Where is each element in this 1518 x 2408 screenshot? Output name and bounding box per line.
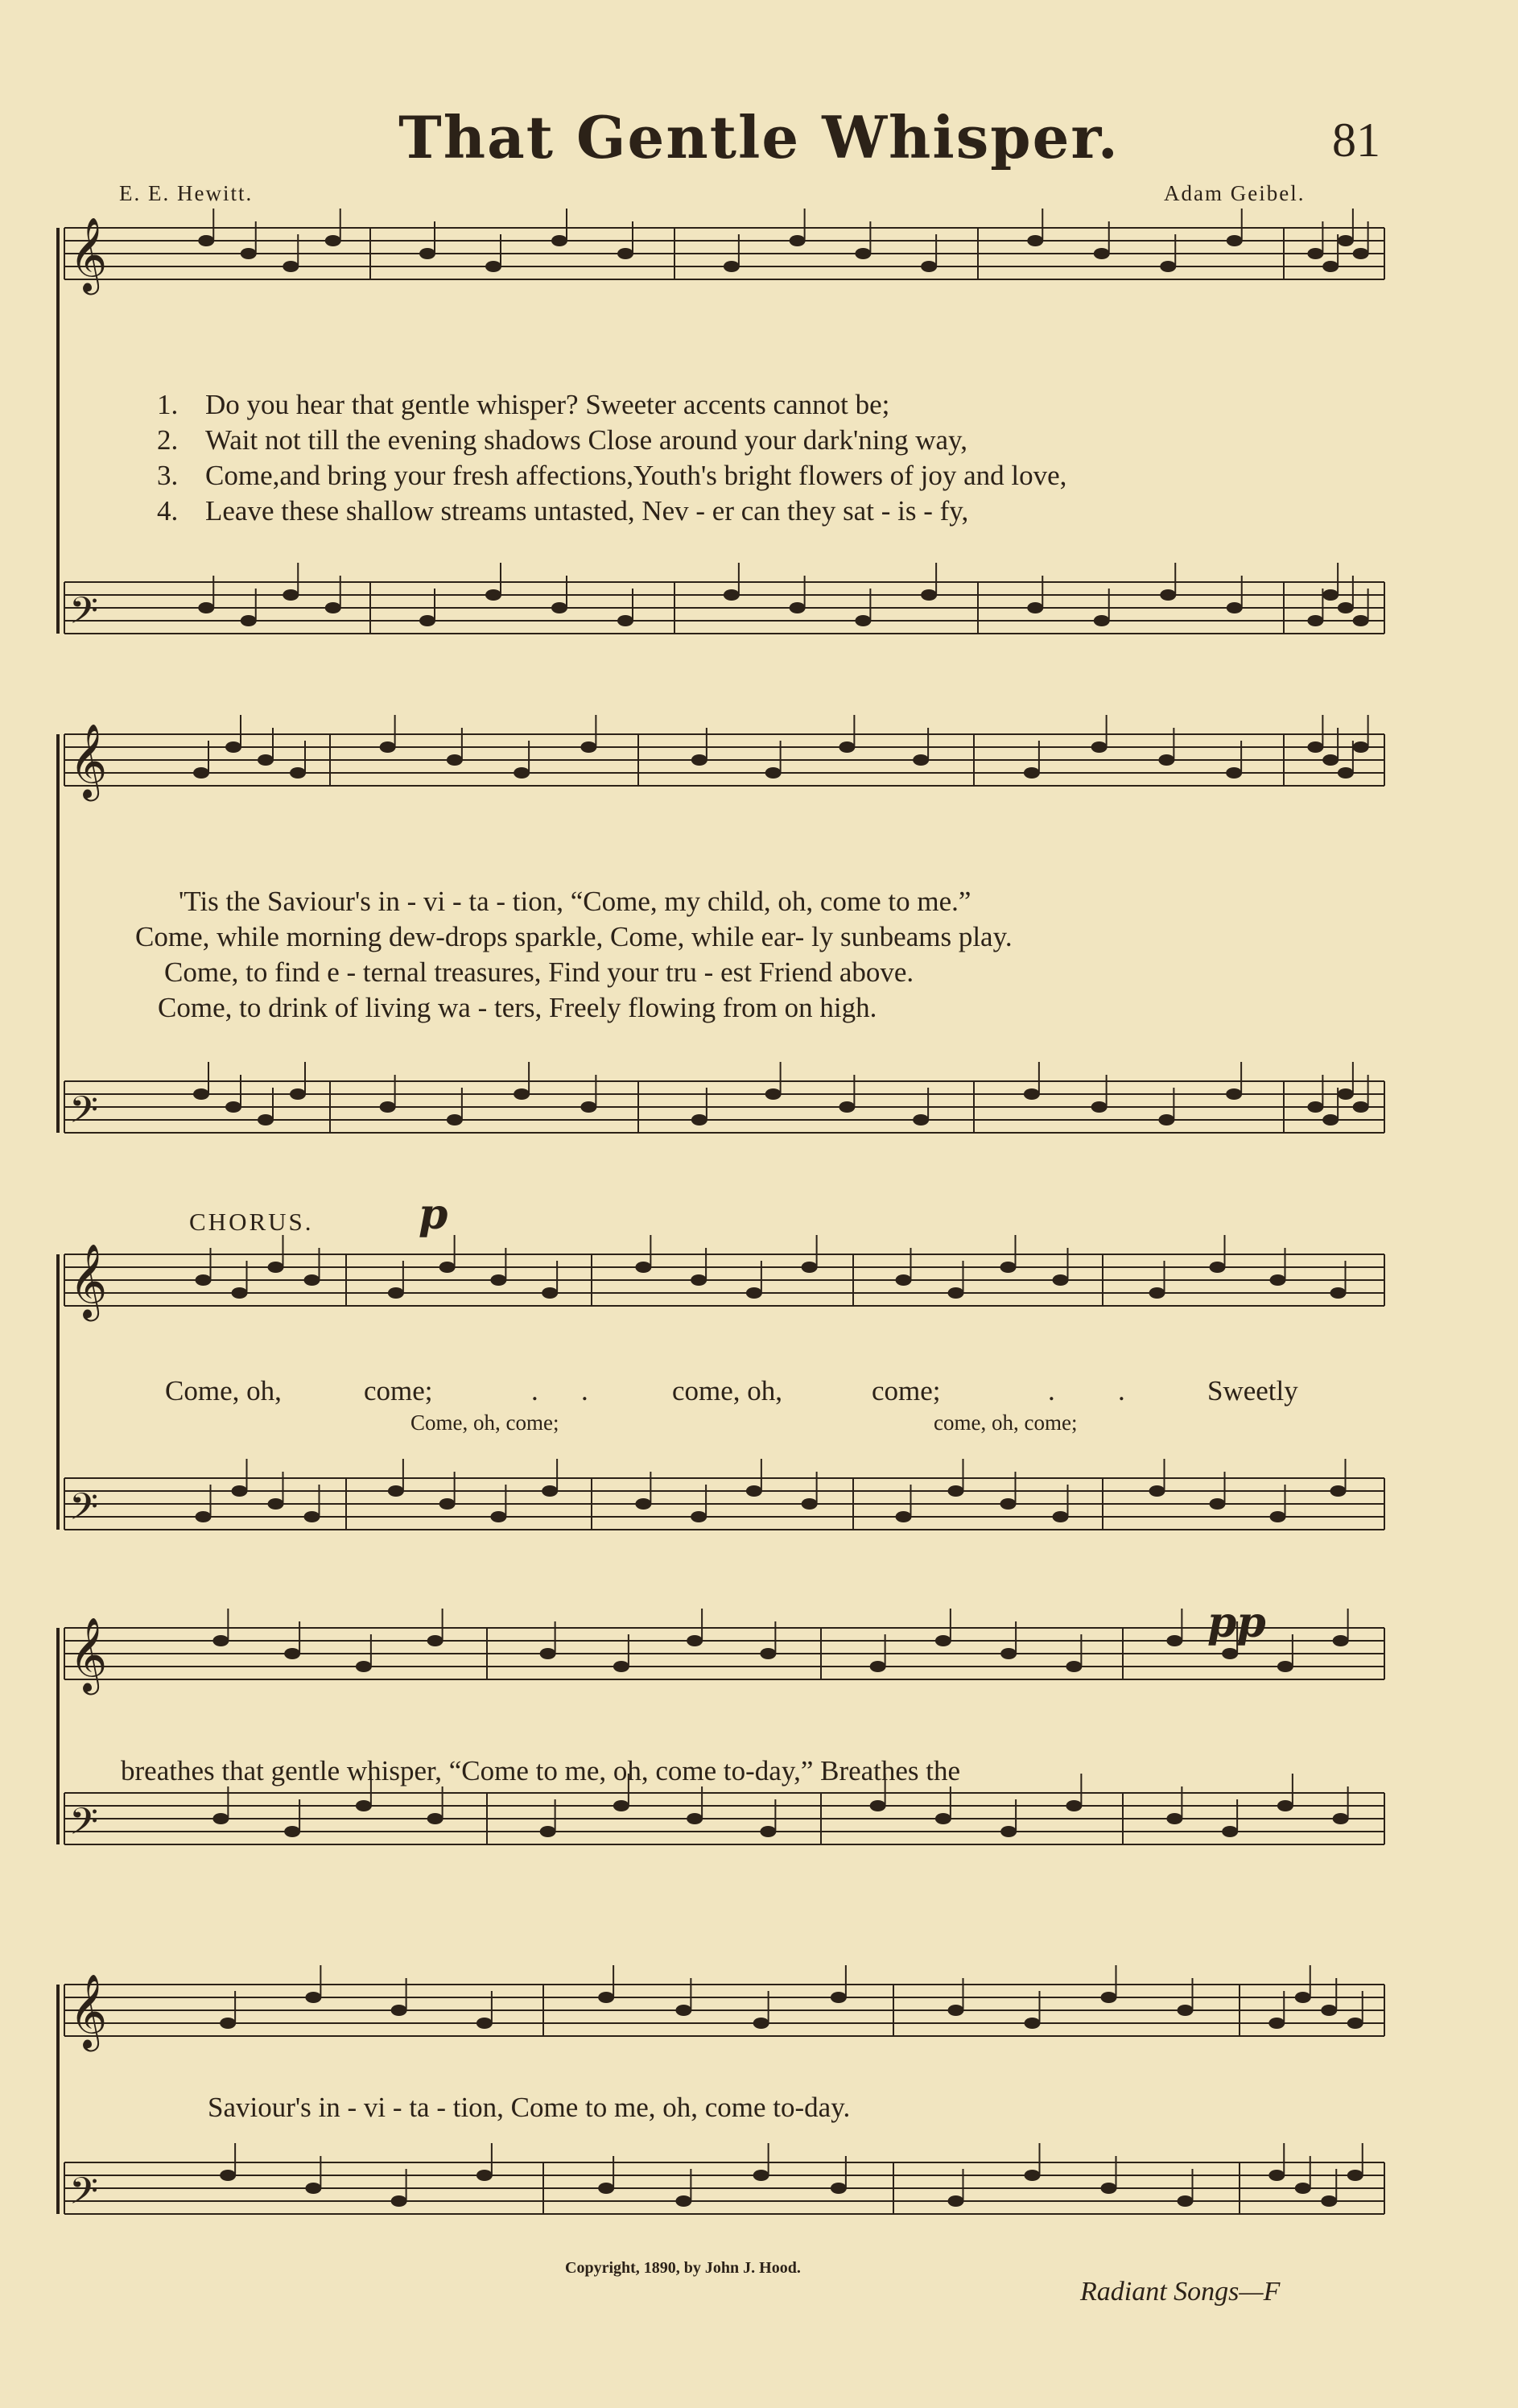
note-head xyxy=(419,615,435,626)
note-head xyxy=(691,1274,707,1286)
note-head xyxy=(268,1498,284,1510)
bass-clef-icon: 𝄢 xyxy=(69,1800,99,1852)
note-head xyxy=(1226,767,1242,779)
note-head xyxy=(855,248,871,259)
note-head xyxy=(540,1826,556,1837)
note-head xyxy=(1322,754,1339,766)
note-head xyxy=(225,1101,241,1113)
note-head xyxy=(765,1088,782,1100)
note-head xyxy=(765,767,782,779)
note-head xyxy=(439,1498,456,1510)
note-head xyxy=(380,741,396,753)
dynamic-pianissimo: pp xyxy=(1207,1598,1266,1647)
note-head xyxy=(1158,754,1174,766)
note-head xyxy=(258,754,274,766)
verse-line-4: 4. Leave these shallow streams untasted, Nev - er can they sat - is - fy, xyxy=(157,495,969,527)
note-head xyxy=(948,1287,964,1299)
note-head xyxy=(1270,1511,1286,1522)
note-head xyxy=(948,1485,964,1497)
note-head xyxy=(746,1485,762,1497)
note-head xyxy=(283,589,299,601)
note-head xyxy=(675,2195,691,2207)
note-head xyxy=(1227,235,1243,246)
note-head xyxy=(1277,1661,1293,1672)
note-head xyxy=(325,235,341,246)
note-head xyxy=(580,741,596,753)
note-head xyxy=(1353,1101,1369,1113)
note-head xyxy=(1166,1813,1182,1824)
note-head xyxy=(1347,2170,1363,2181)
note-head xyxy=(1307,741,1323,753)
note-head xyxy=(196,1274,212,1286)
book-signature: Radiant Songs—F xyxy=(1080,2277,1281,2307)
note-head xyxy=(1160,589,1176,601)
note-head xyxy=(1321,2195,1337,2207)
verse-line-3: 3. Come,and bring your fresh affections,Youth's bright flowers of joy and love, xyxy=(157,460,1067,491)
note-head xyxy=(1338,602,1354,613)
note-head xyxy=(1091,1101,1108,1113)
note-head xyxy=(839,1101,855,1113)
note-head xyxy=(1053,1511,1069,1522)
note-head xyxy=(1338,1088,1354,1100)
note-head xyxy=(283,261,299,272)
bass-clef-icon: 𝄢 xyxy=(69,2170,99,2222)
note-head xyxy=(304,1511,320,1522)
note-head xyxy=(580,1101,596,1113)
echo-lyric-right: come, oh, come; xyxy=(934,1411,1078,1435)
note-head xyxy=(1166,1635,1182,1646)
note-head xyxy=(232,1485,248,1497)
chorus-label: CHORUS. xyxy=(189,1208,314,1236)
note-head xyxy=(1338,235,1354,246)
note-head xyxy=(1295,2183,1311,2194)
bass-clef-icon: 𝄢 xyxy=(69,1485,99,1538)
note-head xyxy=(1000,1648,1017,1659)
hymn-title: That Gentle Whisper. xyxy=(398,103,1120,171)
note-head xyxy=(514,1088,530,1100)
note-head xyxy=(802,1262,818,1273)
note-head xyxy=(305,1992,321,2003)
note-head xyxy=(790,602,806,613)
note-head xyxy=(220,2170,236,2181)
note-head xyxy=(542,1287,558,1299)
bass-clef-icon: 𝄢 xyxy=(69,589,99,642)
note-head xyxy=(427,1813,443,1824)
note-head xyxy=(1330,1287,1347,1299)
note-head xyxy=(1333,1635,1349,1646)
note-head xyxy=(391,2005,407,2016)
note-head xyxy=(870,1661,886,1672)
note-head xyxy=(1222,1648,1238,1659)
note-head xyxy=(196,1511,212,1522)
note-head xyxy=(913,1114,929,1126)
note-head xyxy=(1160,261,1176,272)
note-head xyxy=(1094,248,1110,259)
note-head xyxy=(551,235,567,246)
note-head xyxy=(476,2018,493,2029)
note-head xyxy=(193,1088,209,1100)
copyright-notice: Copyright, 1890, by John J. Hood. xyxy=(565,2259,801,2277)
note-head xyxy=(839,741,855,753)
note-head xyxy=(691,1511,707,1522)
note-head xyxy=(1094,615,1110,626)
note-head xyxy=(1347,2018,1363,2029)
note-head xyxy=(1025,2018,1041,2029)
note-head xyxy=(212,1813,229,1824)
note-head xyxy=(198,602,214,613)
note-head xyxy=(1353,248,1369,259)
note-head xyxy=(419,248,435,259)
note-head xyxy=(753,2018,769,2029)
note-head xyxy=(485,589,501,601)
treble-clef-icon: 𝄞 xyxy=(69,217,108,291)
note-head xyxy=(687,1813,703,1824)
note-head xyxy=(935,1635,951,1646)
dynamic-piano: p xyxy=(419,1190,448,1239)
note-head xyxy=(617,248,633,259)
note-head xyxy=(913,754,929,766)
note-head xyxy=(284,1826,300,1837)
note-head xyxy=(1270,1274,1286,1286)
note-head xyxy=(921,589,937,601)
verse-line-7: Come, to find e - ternal treasures, Find your tru - est Friend above. xyxy=(164,956,914,988)
note-head xyxy=(598,1992,614,2003)
note-head xyxy=(948,2005,964,2016)
note-head xyxy=(870,1800,886,1811)
note-head xyxy=(490,1511,506,1522)
chorus-line-3: Saviour's in - vi - ta - tion, Come to me, oh, come to-day. xyxy=(208,2092,851,2123)
note-head xyxy=(831,2183,847,2194)
treble-clef-icon: 𝄞 xyxy=(69,723,108,798)
note-head xyxy=(447,1114,463,1126)
note-head xyxy=(1210,1262,1226,1273)
note-head xyxy=(356,1800,372,1811)
treble-clef-icon: 𝄞 xyxy=(69,1617,108,1691)
note-head xyxy=(675,2005,691,2016)
note-head xyxy=(831,1992,847,2003)
note-head xyxy=(1149,1485,1165,1497)
note-head xyxy=(1027,235,1043,246)
note-head xyxy=(1178,2005,1194,2016)
page-number: 81 xyxy=(1332,114,1380,167)
note-head xyxy=(1025,2170,1041,2181)
note-head xyxy=(232,1287,248,1299)
note-head xyxy=(1268,2018,1285,2029)
note-head xyxy=(1000,1498,1017,1510)
verse-line-5: 'Tis the Saviour's in - vi - ta - tion, “Come, my child, oh, come to me.” xyxy=(179,886,971,917)
note-head xyxy=(802,1498,818,1510)
note-head xyxy=(485,261,501,272)
note-head xyxy=(1322,261,1339,272)
note-head xyxy=(1158,1114,1174,1126)
note-head xyxy=(220,2018,236,2029)
note-head xyxy=(476,2170,493,2181)
note-head xyxy=(447,754,463,766)
note-head xyxy=(790,235,806,246)
lyricist-credit: E. E. Hewitt. xyxy=(119,181,254,205)
note-head xyxy=(613,1661,629,1672)
note-head xyxy=(542,1485,558,1497)
note-head xyxy=(1000,1262,1017,1273)
note-head xyxy=(760,1826,776,1837)
note-head xyxy=(1307,615,1323,626)
note-head xyxy=(746,1287,762,1299)
note-head xyxy=(388,1485,404,1497)
note-head xyxy=(724,261,740,272)
note-head xyxy=(1277,1800,1293,1811)
note-head xyxy=(921,261,937,272)
verse-line-6: Come, while morning dew-drops sparkle, Come, while ear- ly sunbeams play. xyxy=(135,921,1013,952)
note-head xyxy=(1149,1287,1165,1299)
note-head xyxy=(1101,2183,1117,2194)
note-head xyxy=(290,1088,306,1100)
note-head xyxy=(613,1800,629,1811)
note-head xyxy=(1024,767,1040,779)
note-head xyxy=(540,1648,556,1659)
note-head xyxy=(551,602,567,613)
note-head xyxy=(1210,1498,1226,1510)
note-head xyxy=(896,1274,912,1286)
note-head xyxy=(225,741,241,753)
note-head xyxy=(439,1262,456,1273)
treble-clef-icon: 𝄞 xyxy=(69,1243,108,1318)
note-head xyxy=(388,1287,404,1299)
note-head xyxy=(1307,248,1323,259)
note-head xyxy=(691,1114,707,1126)
note-head xyxy=(193,767,209,779)
note-head xyxy=(305,2183,321,2194)
note-head xyxy=(391,2195,407,2207)
note-head xyxy=(241,615,257,626)
note-head xyxy=(1066,1661,1082,1672)
note-head xyxy=(1178,2195,1194,2207)
treble-clef-icon: 𝄞 xyxy=(69,1973,108,2048)
note-head xyxy=(325,602,341,613)
note-head xyxy=(1226,1088,1242,1100)
note-head xyxy=(284,1648,300,1659)
verse-line-2: 2. Wait not till the evening shadows Close around your dark'ning way, xyxy=(157,424,968,456)
note-head xyxy=(1227,602,1243,613)
note-head xyxy=(290,767,306,779)
note-head xyxy=(212,1635,229,1646)
note-head xyxy=(635,1262,651,1273)
note-head xyxy=(1353,615,1369,626)
note-head xyxy=(896,1511,912,1522)
note-head xyxy=(687,1635,703,1646)
note-head xyxy=(691,754,707,766)
bass-clef-icon: 𝄢 xyxy=(69,1088,99,1141)
note-head xyxy=(1101,1992,1117,2003)
note-head xyxy=(1066,1800,1082,1811)
note-head xyxy=(635,1498,651,1510)
note-head xyxy=(1024,1088,1040,1100)
note-head xyxy=(1322,1114,1339,1126)
note-head xyxy=(427,1635,443,1646)
note-head xyxy=(1353,741,1369,753)
note-head xyxy=(1333,1813,1349,1824)
echo-lyric-left: Come, oh, come; xyxy=(410,1411,559,1435)
verse-line-8: Come, to drink of living wa - ters, Freely flowing from on high. xyxy=(158,992,877,1023)
note-head xyxy=(304,1274,320,1286)
hymn-page: That Gentle Whisper. 81 E. E. Hewitt. Adam Geibel. 𝄞 𝄢 𝄞 𝄢 𝄞 𝄢 𝄞 𝄢 𝄞 𝄢 1. Do you hear that gentle whisper? Sweeter accents cannot be; 2. Wait not till the evening shadows Close around your dark'ning way, 3. Come,and bring your fresh affections,Youth's bright flowers of joy and love, 4. Leave these shallow streams untasted, Nev - er can they sat - is - fy, 'Tis the Saviour's in - vi - ta - tion, “Come, my child, oh, come to me.” Come, while morning dew-drops sparkle, Come, while ear- ly sunbeams play. Come, to find e - ternal treasures, Find your tru - est Friend above. Come, to drink of living wa - ters, Freely flowing from on high. CHORUS. p pp Come, oh, come; . . come, oh, come; . . Sweetly Come, oh, come; come, oh, come; breathes that gentle whisper, “Come to me, oh, come to-day,” Breathes the Saviour's in - vi - ta - tion, Come to me, oh, come to-day. Copyright, 1890, by John J. Hood. Radiant Songs—F xyxy=(0,0,1518,2408)
note-head xyxy=(356,1661,372,1672)
note-head xyxy=(935,1813,951,1824)
note-head xyxy=(760,1648,776,1659)
note-head xyxy=(1307,1101,1323,1113)
note-head xyxy=(1091,741,1108,753)
note-head xyxy=(1268,2170,1285,2181)
note-head xyxy=(948,2195,964,2207)
note-head xyxy=(1322,589,1339,601)
note-head xyxy=(1321,2005,1337,2016)
note-head xyxy=(514,767,530,779)
composer-credit: Adam Geibel. xyxy=(1164,181,1306,205)
note-head xyxy=(1053,1274,1069,1286)
note-head xyxy=(380,1101,396,1113)
note-head xyxy=(753,2170,769,2181)
note-head xyxy=(258,1114,274,1126)
note-head xyxy=(1295,1992,1311,2003)
note-head xyxy=(1338,767,1354,779)
note-head xyxy=(724,589,740,601)
note-head xyxy=(241,248,257,259)
note-head xyxy=(1222,1826,1238,1837)
note-head xyxy=(1000,1826,1017,1837)
note-head xyxy=(268,1262,284,1273)
note-head xyxy=(1027,602,1043,613)
chorus-line-2: breathes that gentle whisper, “Come to me, oh, come to-day,” Breathes the xyxy=(121,1755,961,1786)
note-head xyxy=(598,2183,614,2194)
verse-line-1: 1. Do you hear that gentle whisper? Sweeter accents cannot be; xyxy=(157,389,890,420)
note-head xyxy=(617,615,633,626)
note-head xyxy=(198,235,214,246)
note-head xyxy=(1330,1485,1347,1497)
note-head xyxy=(490,1274,506,1286)
note-head xyxy=(855,615,871,626)
